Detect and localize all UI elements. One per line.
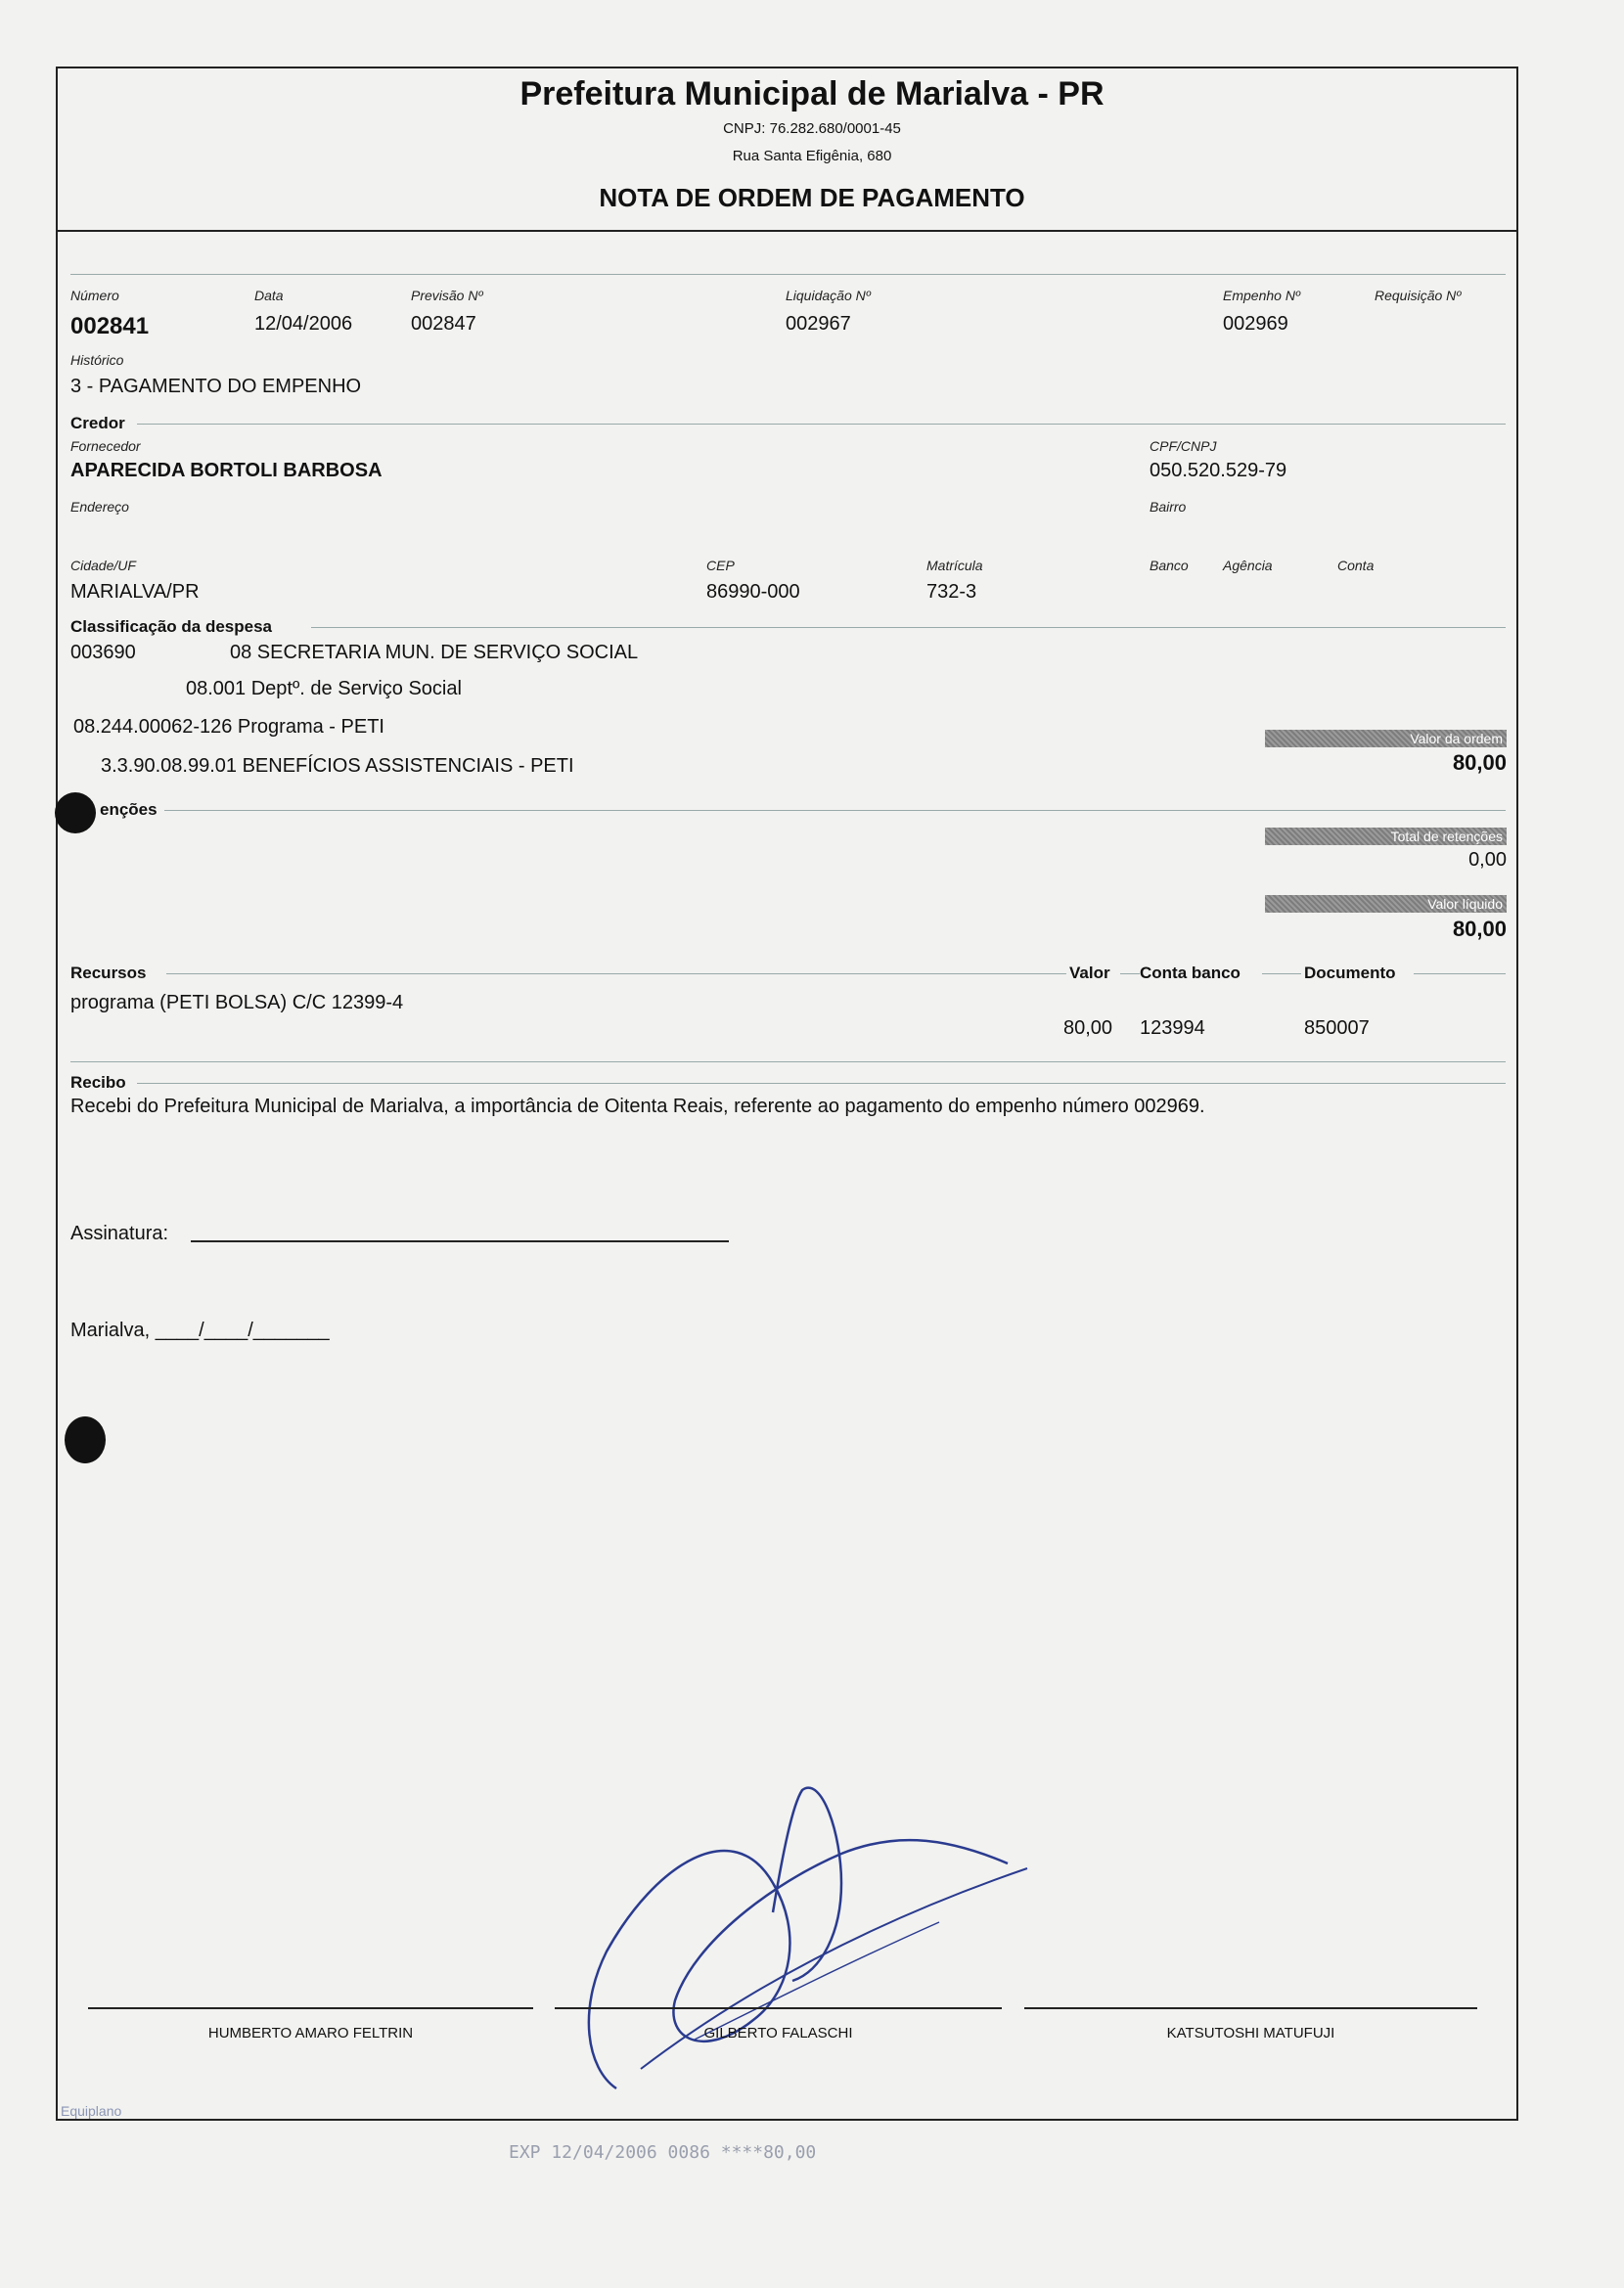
elemento-value: 3.3.90.08.99.01 BENEFÍCIOS ASSISTENCIAIS - PETI xyxy=(101,755,574,777)
institution-cnpj: CNPJ: 76.282.680/0001-45 xyxy=(723,120,901,137)
punch-hole-mark xyxy=(55,792,96,833)
classificacao-section-title: Classificação da despesa xyxy=(70,617,273,636)
bairro-label: Bairro xyxy=(1150,499,1187,515)
total-retencoes-label: Total de retenções xyxy=(1265,828,1507,845)
secretaria-value: 08 SECRETARIA MUN. DE SERVIÇO SOCIAL xyxy=(230,642,639,663)
recursos-bottom-rule xyxy=(70,1061,1506,1062)
recursos-valor-header: Valor xyxy=(1069,964,1110,982)
assinatura-label: Assinatura: xyxy=(70,1223,169,1244)
data-label: Data xyxy=(254,288,284,303)
institution-address: Rua Santa Efigênia, 680 xyxy=(732,148,892,164)
footer-brand: Equiplano xyxy=(61,2103,122,2119)
cep-label: CEP xyxy=(706,558,735,573)
matricula-value: 732-3 xyxy=(926,581,977,603)
endereco-label: Endereço xyxy=(70,499,129,515)
data-value: 12/04/2006 xyxy=(254,313,353,335)
local-data: Marialva, ____/____/_______ xyxy=(70,1320,330,1341)
numero-label: Número xyxy=(70,288,119,303)
conta-label: Conta xyxy=(1337,558,1375,573)
recursos-documento: 850007 xyxy=(1304,1017,1370,1039)
signatory-3: KATSUTOSHI MATUFUJI xyxy=(1166,2025,1335,2041)
recursos-valor: 80,00 xyxy=(1063,1017,1113,1039)
liquidacao-label: Liquidação Nº xyxy=(786,288,871,303)
punch-hole-mark-2 xyxy=(65,1416,106,1463)
agencia-label: Agência xyxy=(1223,558,1273,573)
classificacao-rule xyxy=(311,627,1506,628)
matricula-label: Matrícula xyxy=(926,558,983,573)
recursos-rule xyxy=(166,973,1066,974)
valor-ordem-label: Valor da ordem xyxy=(1265,730,1507,747)
requisicao-label: Requisição Nº xyxy=(1375,288,1462,303)
cpf-label: CPF/CNPJ xyxy=(1150,438,1217,454)
credor-rule xyxy=(137,424,1506,425)
departamento-value: 08.001 Deptº. de Serviço Social xyxy=(186,678,462,699)
signatory-1: HUMBERTO AMARO FELTRIN xyxy=(207,2025,414,2041)
cidade-value: MARIALVA/PR xyxy=(70,581,200,603)
signature-line-3 xyxy=(1024,2007,1477,2009)
liquidacao-value: 002967 xyxy=(786,313,851,335)
numero-value: 002841 xyxy=(70,313,150,339)
credor-section-title: Credor xyxy=(70,414,125,432)
recursos-descricao: programa (PETI BOLSA) C/C 12399-4 xyxy=(70,992,404,1013)
previsao-value: 002847 xyxy=(411,313,476,335)
recursos-conta-header: Conta banco xyxy=(1140,964,1241,982)
document-title: NOTA DE ORDEM DE PAGAMENTO xyxy=(599,183,1025,212)
banco-label: Banco xyxy=(1150,558,1189,573)
cep-value: 86990-000 xyxy=(706,581,800,603)
fornecedor-label: Fornecedor xyxy=(70,438,141,454)
handwritten-signature xyxy=(548,1775,1057,2108)
retencoes-section-title: enções xyxy=(100,800,158,819)
valor-ordem-value: 80,00 xyxy=(1452,750,1507,775)
recibo-texto: Recebi do Prefeitura Municipal de Marialva, a importância de Oitenta Reais, referente ao pagamento do empenho número 002969. xyxy=(70,1096,1205,1117)
historico-value: 3 - PAGAMENTO DO EMPENHO xyxy=(70,376,362,397)
classificacao-code: 003690 xyxy=(70,642,136,663)
recursos-rule-4 xyxy=(1414,973,1506,974)
cidade-label: Cidade/UF xyxy=(70,558,136,573)
recursos-section-title: Recursos xyxy=(70,964,147,982)
header-divider xyxy=(56,230,1518,232)
assinatura-line xyxy=(191,1240,729,1242)
cpf-value: 050.520.529-79 xyxy=(1150,460,1287,481)
bank-stamp: EXP 12/04/2006 0086 ****80,00 xyxy=(509,2142,817,2163)
fields-top-rule xyxy=(70,274,1506,275)
recursos-conta: 123994 xyxy=(1140,1017,1205,1039)
valor-liquido-value: 80,00 xyxy=(1452,917,1507,941)
empenho-value: 002969 xyxy=(1223,313,1288,335)
recibo-rule xyxy=(137,1083,1506,1084)
retencoes-rule xyxy=(164,810,1506,811)
fornecedor-value: APARECIDA BORTOLI BARBOSA xyxy=(70,460,383,481)
recursos-documento-header: Documento xyxy=(1304,964,1396,982)
valor-liquido-label: Valor líquido xyxy=(1265,895,1507,913)
institution-title: Prefeitura Municipal de Marialva - PR xyxy=(519,75,1105,112)
historico-label: Histórico xyxy=(70,352,124,368)
total-retencoes-value: 0,00 xyxy=(1468,849,1507,871)
empenho-label: Empenho Nº xyxy=(1223,288,1301,303)
previsao-label: Previsão Nº xyxy=(411,288,483,303)
signatory-2: GILBERTO FALASCHI xyxy=(703,2025,853,2041)
recibo-section-title: Recibo xyxy=(70,1073,126,1092)
signature-line-1 xyxy=(88,2007,533,2009)
recursos-rule-3 xyxy=(1262,973,1301,974)
signature-line-2 xyxy=(555,2007,1002,2009)
programa-value: 08.244.00062-126 Programa - PETI xyxy=(73,716,384,738)
recursos-rule-2 xyxy=(1120,973,1140,974)
